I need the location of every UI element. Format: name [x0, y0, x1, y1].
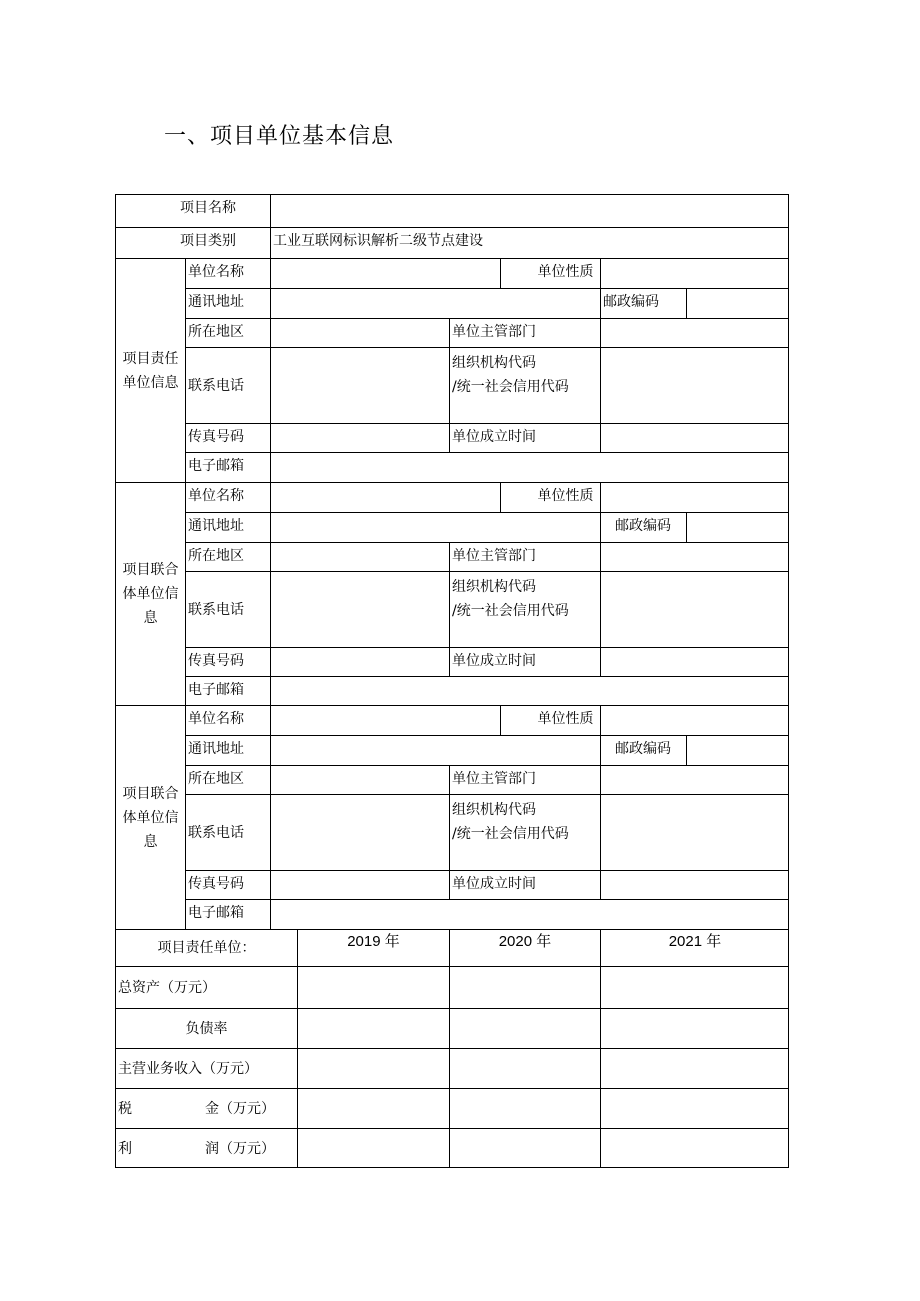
phone-field[interactable] [271, 572, 450, 648]
finance-2019-field[interactable] [298, 1129, 450, 1168]
project-name-field[interactable] [271, 195, 789, 228]
org-code-label [450, 795, 601, 871]
postcode-label: 邮政编码 [601, 736, 687, 766]
project-info-form [115, 194, 789, 1168]
supervisor-field[interactable] [601, 319, 789, 348]
email-label: 电子邮箱 [186, 900, 271, 930]
postcode-label: 邮政编码 [601, 289, 687, 319]
email-label: 电子邮箱 [186, 677, 271, 706]
unit-nature-label: 单位性质 [501, 259, 601, 289]
phone-label: 联系电话 [186, 572, 271, 648]
year-2020-header: 2020 年 [450, 930, 601, 967]
unit-name-label: 单位名称 [186, 706, 271, 736]
phone-label: 联系电话 [186, 348, 271, 424]
page-title: 一、项目单位基本信息 [164, 124, 395, 149]
unit-name-label: 单位名称 [186, 259, 271, 289]
org-code-label [450, 348, 601, 424]
org-code-label [450, 572, 601, 648]
unit-group-label: 项目联合体单位信息 [116, 483, 186, 706]
region-field[interactable] [271, 766, 450, 795]
finance-row-label: 主营业务收入（万元） [116, 1049, 298, 1089]
region-label: 所在地区 [186, 766, 271, 795]
finance-2019-field[interactable] [298, 967, 450, 1009]
org-code-label-line2: /统一社会信用代码 [452, 603, 569, 619]
project-name-label: 项目名称 [116, 195, 271, 228]
finance-row-label: 负债率 [116, 1009, 298, 1049]
postcode-label: 邮政编码 [601, 513, 687, 543]
finance-2020-field[interactable] [450, 1049, 601, 1089]
address-field[interactable] [271, 736, 601, 766]
fax-field[interactable] [271, 648, 450, 677]
founded-label: 单位成立时间 [450, 424, 601, 453]
founded-field[interactable] [601, 424, 789, 453]
org-code-label-line1: 组织机构代码 [452, 579, 536, 595]
address-label: 通讯地址 [186, 289, 271, 319]
supervisor-field[interactable] [601, 543, 789, 572]
supervisor-label: 单位主管部门 [450, 543, 601, 572]
region-field[interactable] [271, 543, 450, 572]
fax-label: 传真号码 [186, 871, 271, 900]
finance-2019-field[interactable] [298, 1049, 450, 1089]
org-code-field[interactable] [601, 795, 789, 871]
project-category-label: 项目类别 [116, 228, 271, 259]
address-label: 通讯地址 [186, 736, 271, 766]
finance-row-label [116, 1129, 298, 1168]
supervisor-label: 单位主管部门 [450, 766, 601, 795]
finance-2020-field[interactable] [450, 1089, 601, 1129]
email-field[interactable] [271, 677, 789, 706]
org-code-label-line1: 组织机构代码 [452, 355, 536, 371]
finance-row-label-left: 税 [118, 1100, 132, 1117]
email-field[interactable] [271, 900, 789, 930]
fax-field[interactable] [271, 424, 450, 453]
fax-label: 传真号码 [186, 424, 271, 453]
org-code-label-line2: /统一社会信用代码 [452, 826, 569, 842]
finance-header-label: 项目责任单位： [116, 930, 298, 967]
postcode-field[interactable] [687, 513, 789, 543]
unit-nature-field[interactable] [601, 483, 789, 513]
project-category-field[interactable]: 工业互联网标识解析二级节点建设 [271, 228, 789, 259]
unit-name-field[interactable] [271, 259, 501, 289]
finance-row-label-right: 润（万元） [205, 1140, 275, 1157]
finance-2019-field[interactable] [298, 1009, 450, 1049]
address-field[interactable] [271, 513, 601, 543]
unit-nature-field[interactable] [601, 259, 789, 289]
email-field[interactable] [271, 453, 789, 483]
fax-field[interactable] [271, 871, 450, 900]
finance-2020-field[interactable] [450, 1129, 601, 1168]
org-code-field[interactable] [601, 572, 789, 648]
unit-group-label: 项目联合体单位信息 [116, 706, 186, 930]
org-code-label-line2: /统一社会信用代码 [452, 379, 569, 395]
finance-2020-field[interactable] [450, 967, 601, 1009]
unit-nature-label: 单位性质 [501, 483, 601, 513]
founded-field[interactable] [601, 648, 789, 677]
unit-nature-label: 单位性质 [501, 706, 601, 736]
founded-label: 单位成立时间 [450, 648, 601, 677]
unit-name-field[interactable] [271, 483, 501, 513]
finance-2021-field[interactable] [601, 967, 789, 1009]
finance-2020-field[interactable] [450, 1009, 601, 1049]
year-2019-header: 2019 年 [298, 930, 450, 967]
region-label: 所在地区 [186, 543, 271, 572]
postcode-field[interactable] [687, 736, 789, 766]
region-label: 所在地区 [186, 319, 271, 348]
finance-row-label: 总资产（万元） [116, 967, 298, 1009]
supervisor-field[interactable] [601, 766, 789, 795]
address-field[interactable] [271, 289, 601, 319]
address-label: 通讯地址 [186, 513, 271, 543]
finance-row-label-right: 金（万元） [205, 1100, 275, 1117]
supervisor-label: 单位主管部门 [450, 319, 601, 348]
unit-group-label: 项目责任单位信息 [116, 259, 186, 483]
founded-field[interactable] [601, 871, 789, 900]
finance-2021-field[interactable] [601, 1049, 789, 1089]
phone-field[interactable] [271, 795, 450, 871]
finance-2019-field[interactable] [298, 1089, 450, 1129]
finance-row-label-left: 利 [118, 1140, 132, 1157]
unit-name-field[interactable] [271, 706, 501, 736]
unit-nature-field[interactable] [601, 706, 789, 736]
finance-2021-field[interactable] [601, 1089, 789, 1129]
unit-name-label: 单位名称 [186, 483, 271, 513]
year-2021-header: 2021 年 [601, 930, 789, 967]
postcode-field[interactable] [687, 289, 789, 319]
finance-2021-field[interactable] [601, 1129, 789, 1168]
org-code-field[interactable] [601, 348, 789, 424]
phone-label: 联系电话 [186, 795, 271, 871]
org-code-label-line1: 组织机构代码 [452, 802, 536, 818]
phone-field[interactable] [271, 348, 450, 424]
founded-label: 单位成立时间 [450, 871, 601, 900]
email-label: 电子邮箱 [186, 453, 271, 483]
finance-row-label [116, 1089, 298, 1129]
fax-label: 传真号码 [186, 648, 271, 677]
finance-2021-field[interactable] [601, 1009, 789, 1049]
region-field[interactable] [271, 319, 450, 348]
